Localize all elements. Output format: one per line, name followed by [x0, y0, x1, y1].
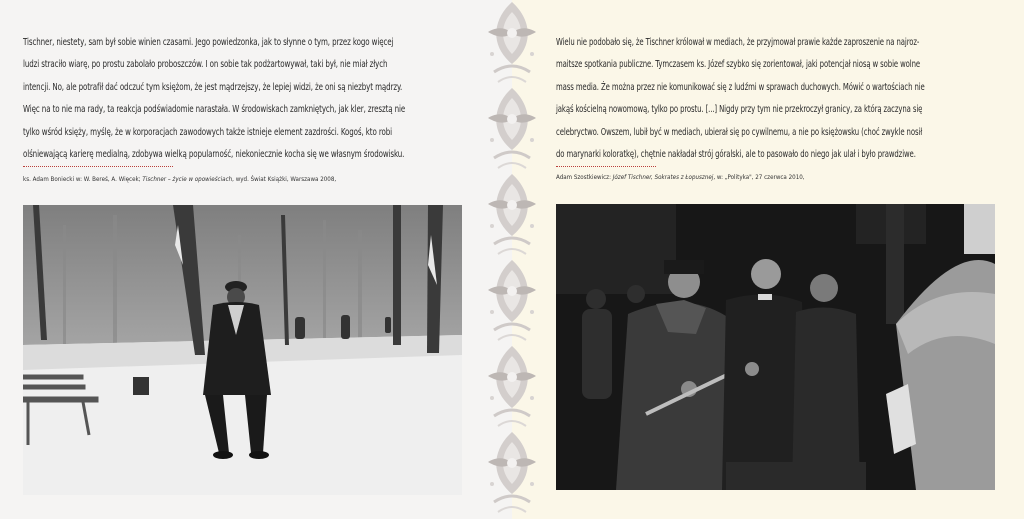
- right-citation-title: Józef Tischner, Sokrates z Łopusznej: [612, 174, 714, 181]
- left-citation: ks. Adam Boniecki w: W. Bereś, A. Więcek; Tischner – życie w opowieściach, wyd. Świat Książki, Warszawa 2008,: [23, 176, 337, 183]
- right-line: mass media. Że można przez nie komunikować się z ludźmi w sprawach duchowych. Mówić o wartościach nie: [556, 81, 925, 93]
- winter-park-photo: [23, 205, 462, 495]
- right-line: jakąś kościelną nowomową, tylko po prostu. [...] Nigdy przy tym nie przekroczył granicy, za którą zaczyna się: [556, 104, 923, 116]
- spine-ornament: [486, 0, 538, 519]
- left-line: Więc na to nie ma rady, ta reakcja podświadomie narastała. W środowiskach zamkniętych, jak kler, zresztą nie: [23, 104, 406, 116]
- right-line: maitsze spotkania publiczne. Tymczasem ks. Józef szybko się zorientował, jaki potencjał niosą w sobie wolne: [556, 59, 920, 71]
- right-citation: Adam Szostkiewicz: Józef Tischner, Sokrates z Łopusznej, w: „Polityka", 27 czerwca 2010,: [556, 174, 805, 181]
- left-dotted-rule: [23, 166, 173, 167]
- ceremony-photo: [556, 204, 995, 490]
- left-line: Tischner, niestety, sam był sobie winien czasami. Jego powiedzonka, jak to słynne o tym, przez kogo więcej: [23, 37, 394, 48]
- right-paragraph: [556, 32, 925, 166]
- left-line: intencji. No, ale potrafił dać odczuć tym księżom, że jest mądrzejszy, że lepiej widzi, że oni są niezbyt mądrzy.: [23, 81, 403, 93]
- left-paragraph: [23, 32, 405, 166]
- left-line: olśniewającą karierę medialną, zdobywa wielką popularność, niekoniecznie kocha się we własnym środowisku.: [23, 149, 405, 161]
- left-line: ludzi straciło wiarę, po prostu zabolało proboszczów. I on sobie tak podżartowywał, taki był, nie miał złych: [23, 59, 388, 71]
- right-line: Wielu nie podobało się, że Tischner królował w mediach, że przyjmował prawie każde zaproszenie na najroz-: [556, 37, 920, 48]
- left-line: tylko wśród księży, myślę, że w korporacjach zawodowych także istnieje element zazdrości. Kogoś, kto robi: [23, 126, 392, 138]
- left-citation-title: Tischner – życie w opowieściach: [142, 176, 233, 183]
- right-dotted-rule: [556, 166, 656, 167]
- right-line: celebryctwo. Owszem, lubił być w mediach, ubierał się po cywilnemu, a nie po księżowsku (choć zwykle nosił: [556, 126, 923, 138]
- right-line: do marynarki koloratkę), chętnie nakładał strój góralski, ale to pasowało do niego jak ulał i było prawdziwe.: [556, 149, 916, 161]
